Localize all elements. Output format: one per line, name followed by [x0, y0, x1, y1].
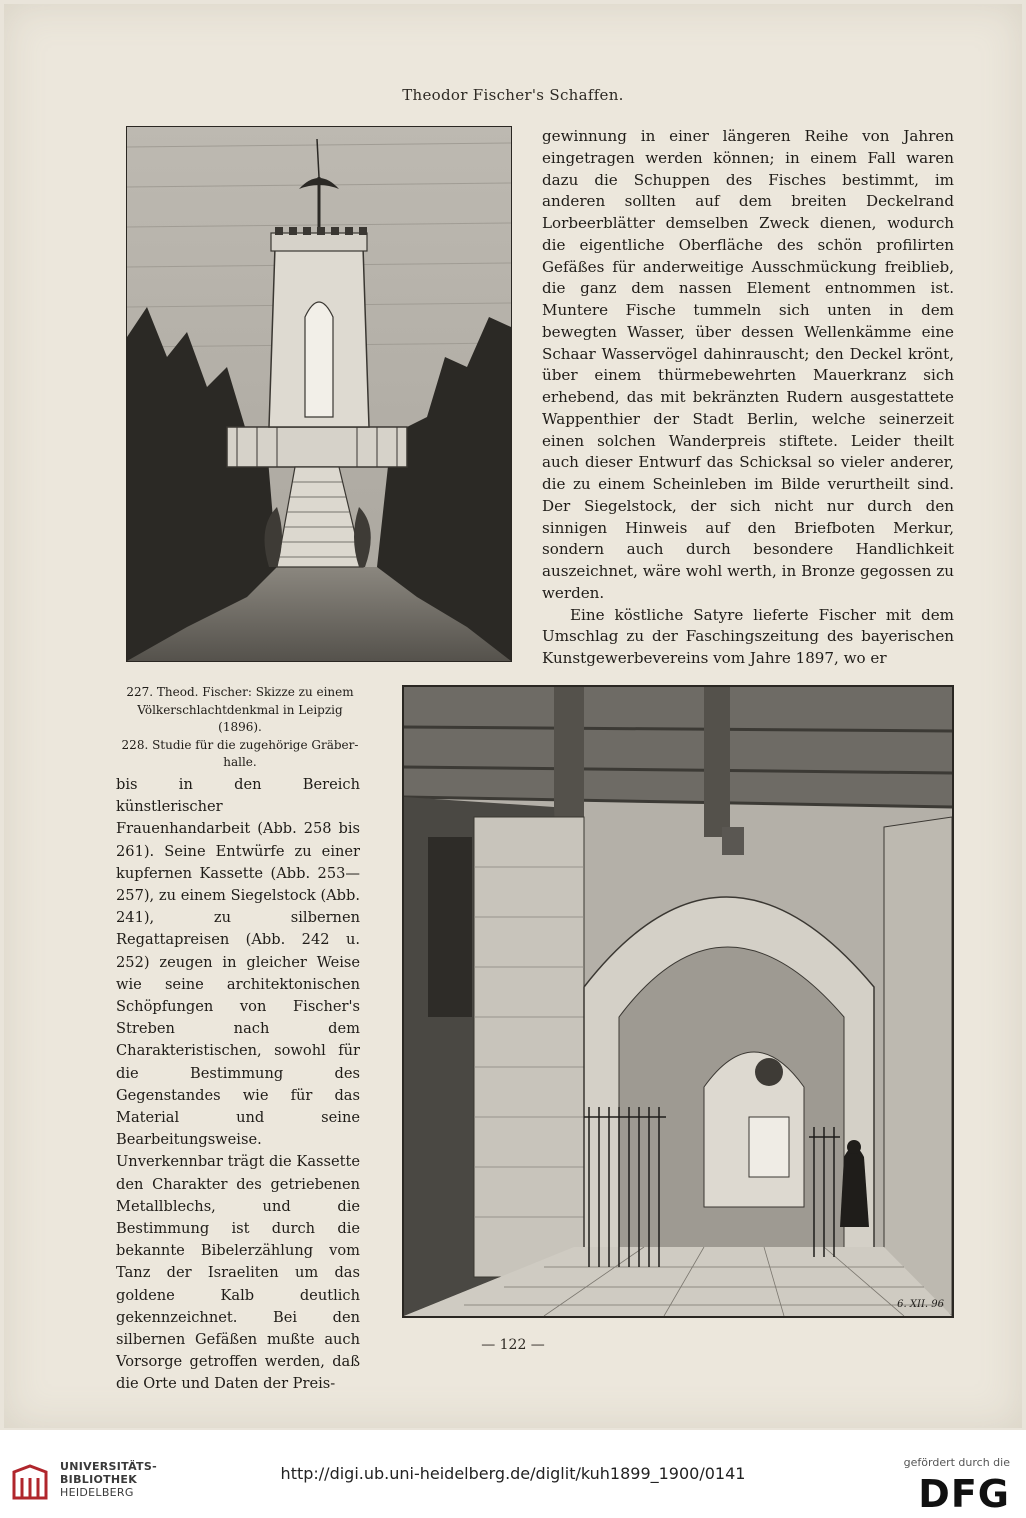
text-column-left: [116, 774, 360, 1396]
figure-crypt-hall: [402, 685, 954, 1318]
library-line: HEIDELBERG: [60, 1486, 134, 1499]
running-header: Theodor Fischer's Schaffen.: [402, 86, 624, 104]
crypt-illustration: [404, 687, 952, 1316]
caption-line: 227. Theod. Fischer: Skizze zu einem: [126, 685, 354, 699]
caption-line: Völkerschlachtdenkmal in Leipzig (1896).: [137, 702, 343, 734]
library-line: UNIVERSITÄTS-: [60, 1460, 157, 1473]
funding-label: gefördert durch die: [903, 1456, 1010, 1469]
page-number: — 122 —: [481, 1337, 545, 1353]
library-line: BIBLIOTHEK: [60, 1473, 138, 1486]
figure-caption: [114, 684, 366, 772]
figure-monument-sketch: [126, 126, 512, 662]
viewer-footer: [0, 1430, 1026, 1518]
body-paragraph: gewinnung in einer längeren Reihe von Jahren eingetragen werden können; in einem Fall waren dazu die Schuppen des Fisches bestimmt, im anderen sollten auf dem breiten Deckelrand Lorbeerblätter demselben Zweck dienen, wodurch die eigentliche Oberfläche des schön profilirten Gefäßes für anderweitige Ausschmückung freiblieb, die ganz dem nassen Element entnommen ist. Muntere Fische tummeln sich unten in dem bewegten Wasser, über dessen Wellenkämme eine Schaar Wasservögel dahinrauscht; den Deckel krönt, über einem thürmebewehrten Mauerkranz sich erhebend, das mit bekränzten Rudern ausgestattete Wappenthier der Stadt Berlin, welche seinerzeit einen solchen Wanderpreis stiftete. Leider theilt auch dieser Entwurf das Schicksal so vieler anderer, die zu einem Scheinleben im Bilde verurtheilt sind. Der Siegelstock, der sich nicht nur durch den sinnigen Hinweis auf den Briefboten Merkur, sondern auch durch besondere Handlichkeit auszeichnet, wäre wohl werth, in Bronze gegossen zu werden.: [542, 127, 954, 602]
artist-signature: 6. XII. 96: [897, 1299, 944, 1310]
body-paragraph: bis in den Bereich künstlerischer Frauenhandarbeit (Abb. 258 bis 261). Seine Entwürfe zu einer kupfernen Kassette (Abb. 253—257), zu einem Siegelstock (Abb. 241), zu silbernen Regattapreisen (Abb. 242 u. 252) zeugen in gleicher Weise wie seine architektonischen Schöpfungen von Fischer's Streben nach dem Charakteristischen, sowohl für die Bestimmung des Gegenstandes wie für das Material und seine Bearbeitungsweise. Unverkennbar trägt die Kassette den Charakter des getriebenen Metallblechs, und die Bestimmung ist durch die bekannte Bibelerzählung vom Tanz der Israeliten um das goldene Kalb deutlich gekennzeichnet. Bei den silbernen Gefäßen mußte auch Vorsorge getroffen werden, daß die Orte und Daten der Preis-: [116, 776, 360, 1393]
permalink-url[interactable]: http://digi.ub.uni-heidelberg.de/diglit/kuh1899_1900/0141: [280, 1464, 746, 1483]
caption-line: 228. Studie für die zugehörige Gräber-: [121, 737, 359, 752]
body-paragraph: Eine köstliche Satyre lieferte Fischer mit dem Umschlag zu der Faschingszeitung des bayerischen Kunstgewerbevereins vom Jahre 1897, wo er: [542, 605, 954, 667]
text-column-right: [542, 126, 954, 670]
monument-illustration: [127, 127, 511, 661]
caption-line: halle.: [223, 755, 257, 769]
dfg-logo: DFG: [918, 1472, 1010, 1516]
